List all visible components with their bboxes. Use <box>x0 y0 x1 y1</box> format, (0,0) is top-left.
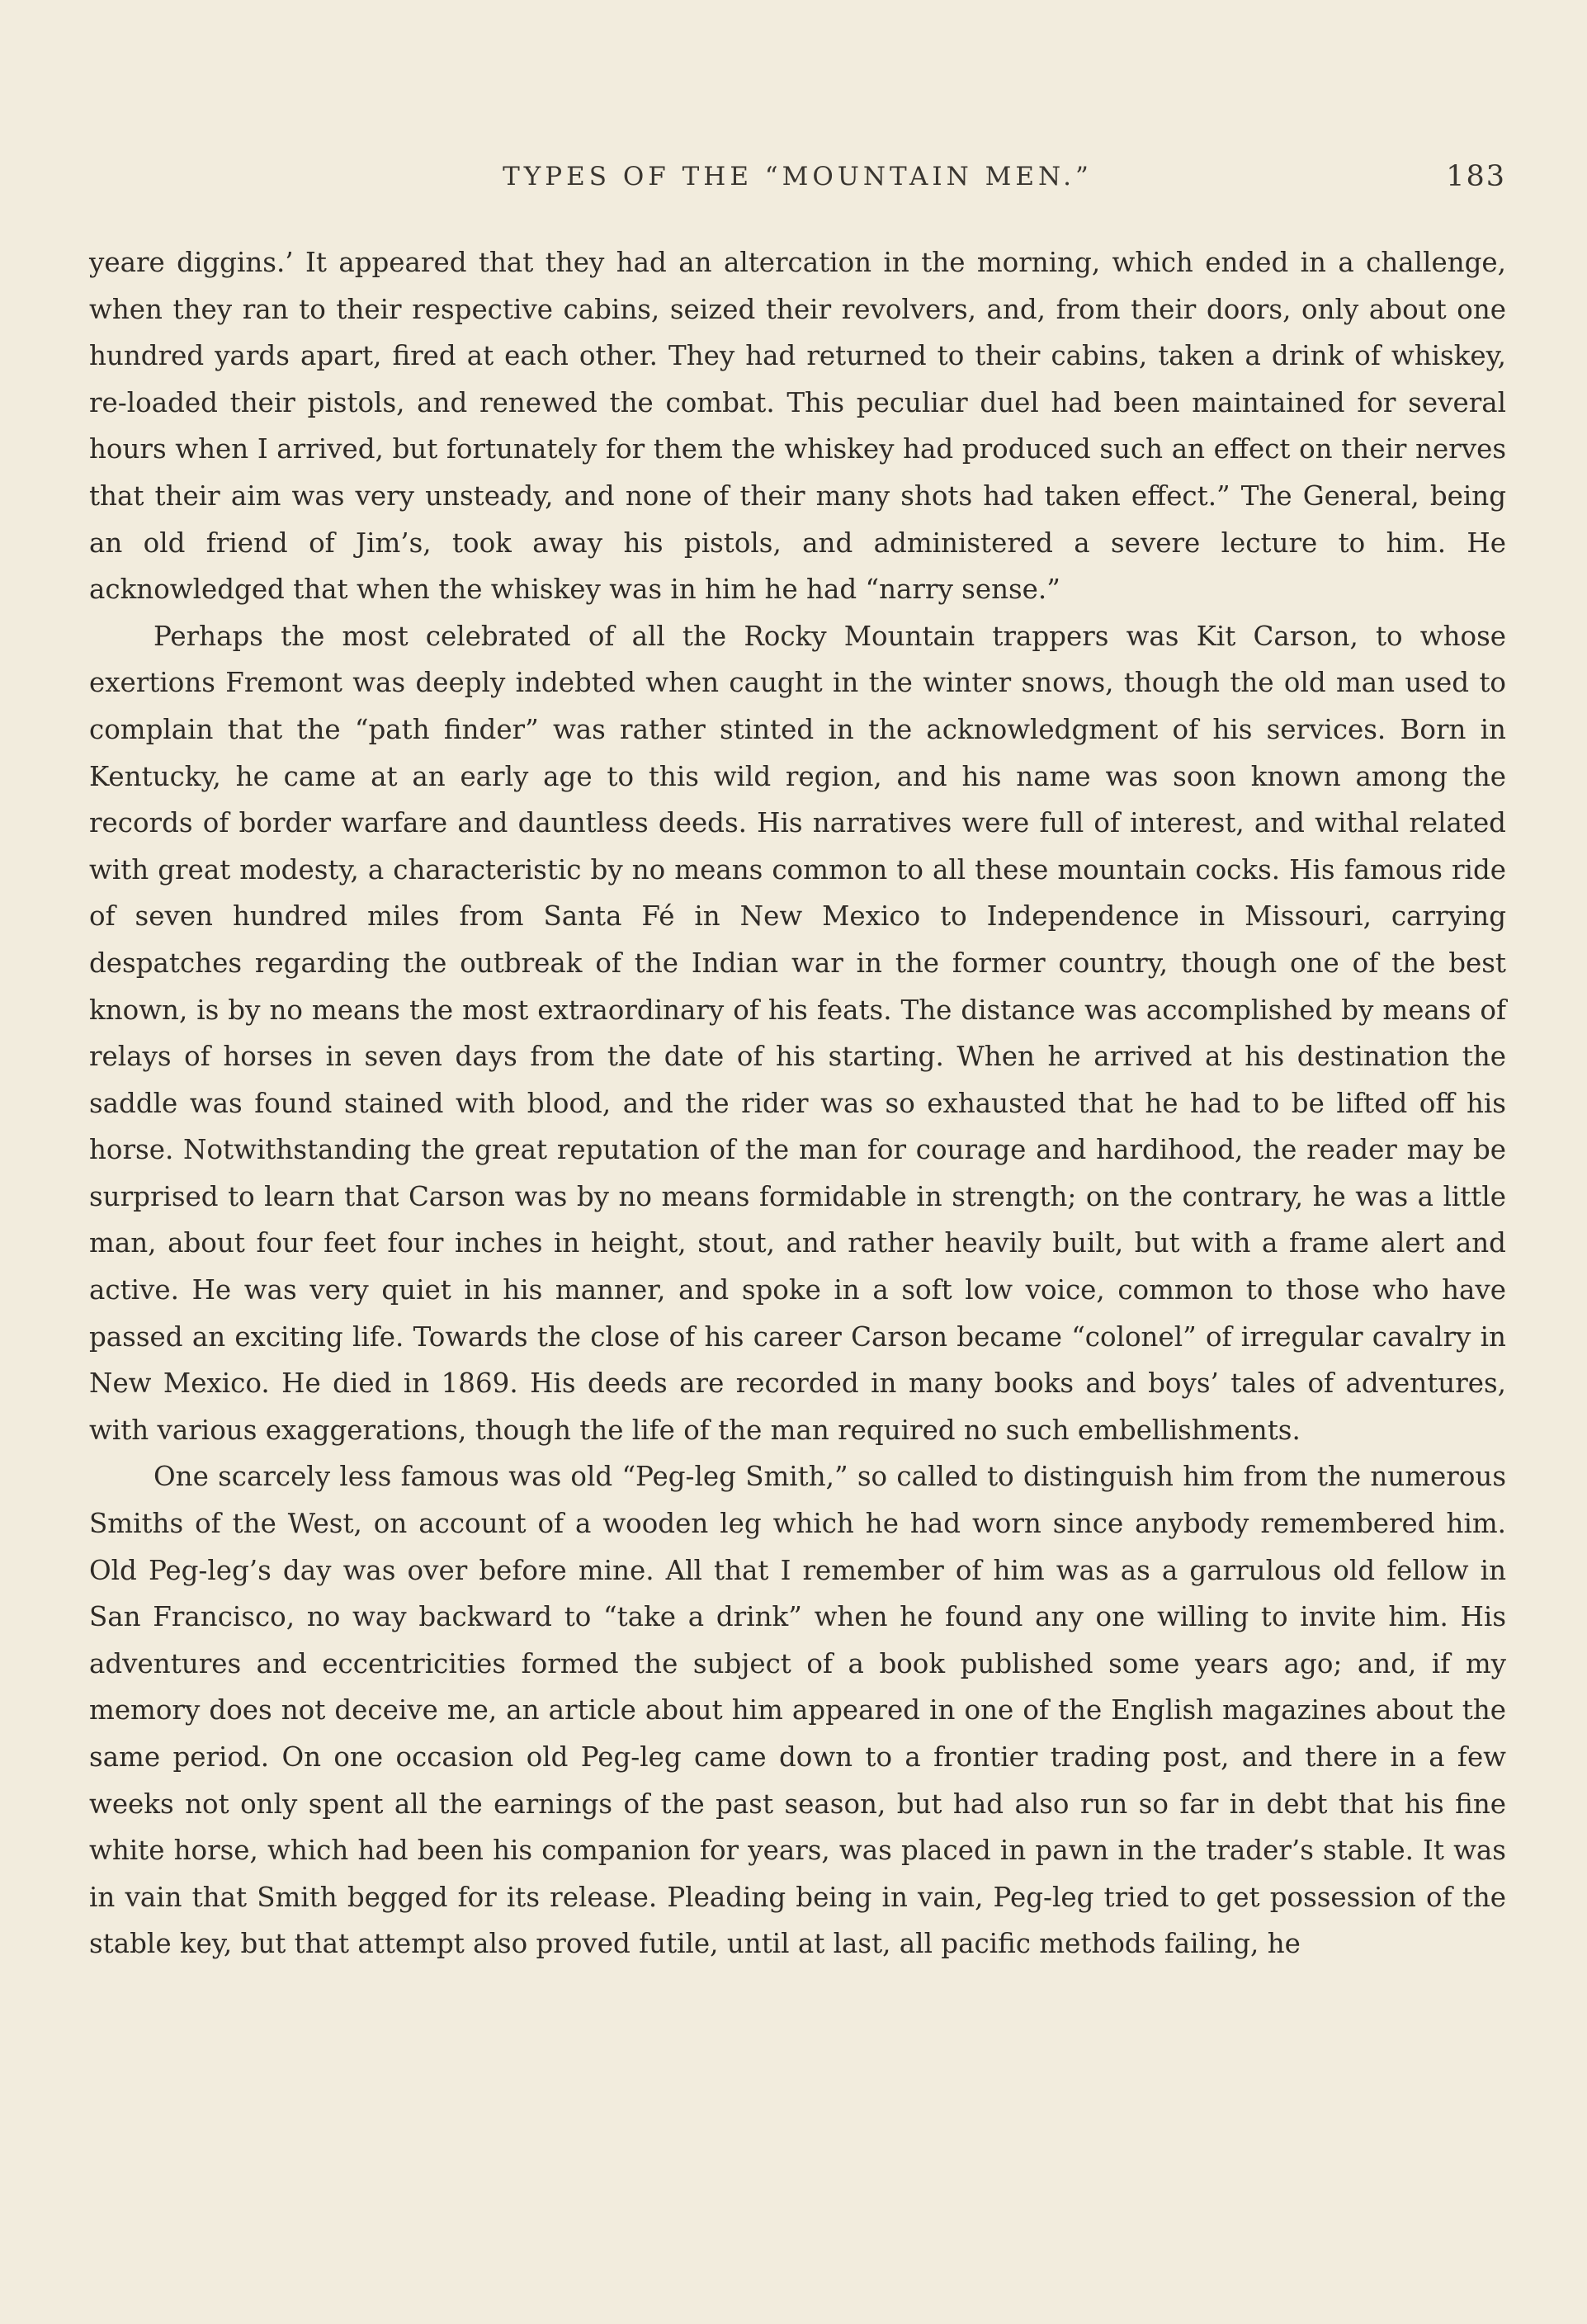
paragraph-peg-leg-smith: One scarcely less famous was old “Peg-leg Smith,” so called to distinguish him from the numerous Smiths of the West, on account of a wooden leg which he had worn since anybody remembered him. Old Peg-leg’s day was over before mine. All that I remember of him was as a garrulous old fellow in San Francisco, no way backward to “take a drink” when he found any one willing to invite him. His adventures and eccentricities formed the subject of a book published some years ago; and, if my memory does not deceive me, an article about him appeared in one of the English magazines about the same period. On one occasion old Peg-leg came down to a frontier trading post, and there in a few weeks not only spent all the earnings of the past season, but had also run so far in debt that his fine white horse, which had been his companion for years, was placed in pawn in the trader’s stable. It was in vain that Smith begged for its release. Pleading being in vain, Peg-leg tried to get possession of the stable key, but that attempt also proved futile, until at last, all pacific methods failing, he <box>89 1461 1506 1960</box>
page-number: 183 <box>1446 160 1506 193</box>
page-header <box>89 162 1506 206</box>
paragraph-continuation: yeare diggins.’ It appeared that they had an altercation in the morning, which ended in a challenge, when they ran to their respective cabins, seized their revolvers, and, from their doors, only about one hundred yards apart, fired at each other. They had returned to their cabins, taken a drink of whiskey, re-loaded their pistols, and renewed the combat. This peculiar duel had been maintained for several hours when I arrived, but fortunately for them the whiskey had produced such an effect on their nerves that their aim was very unsteady, and none of their many shots had taken effect.” The General, being an old friend of Jim’s, took away his pistols, and administered a severe lecture to him. He acknowledged that when the whiskey was in him he had “narry sense.” <box>89 247 1506 606</box>
paragraph-kit-carson: Perhaps the most celebrated of all the Rocky Mountain trappers was Kit Carson, to whose exertions Fremont was deeply indebted when caught in the winter snows, though the old man used to complain that the “path finder” was rather stinted in the acknowledgment of his services. Born in Kentucky, he came at an early age to this wild region, and his name was soon known among the records of border warfare and dauntless deeds. His narratives were full of interest, and withal related with great modesty, a characteristic by no means common to all these mountain cocks. His famous ride of seven hundred miles from Santa Fé in New Mexico to Independence in Missouri, carrying despatches regarding the outbreak of the Indian war in the former country, though one of the best known, is by no means the most extraordinary of his feats. The distance was accomplished by means of relays of horses in seven days from the date of his starting. When he arrived at his destination the saddle was found stained with blood, and the rider was so exhausted that he had to be lifted off his horse. Notwithstanding the great reputation of the man for courage and hardihood, the reader may be surprised to learn that Carson was by no means formidable in strength; on the contrary, he was a little man, about four feet four inches in height, stout, and rather heavily built, but with a frame alert and active. He was very quiet in his manner, and spoke in a soft low voice, common to those who have passed an exciting life. Towards the close of his career Carson became “colonel” of irregular cavalry in New Mexico. He died in 1869. His deeds are recorded in many books and boys’ tales of adventures, with various exaggerations, though the life of the man required no such embellishments. <box>89 620 1506 1446</box>
body-text <box>89 239 1506 1967</box>
running-head: TYPES OF THE “MOUNTAIN MEN.” <box>503 162 1093 191</box>
